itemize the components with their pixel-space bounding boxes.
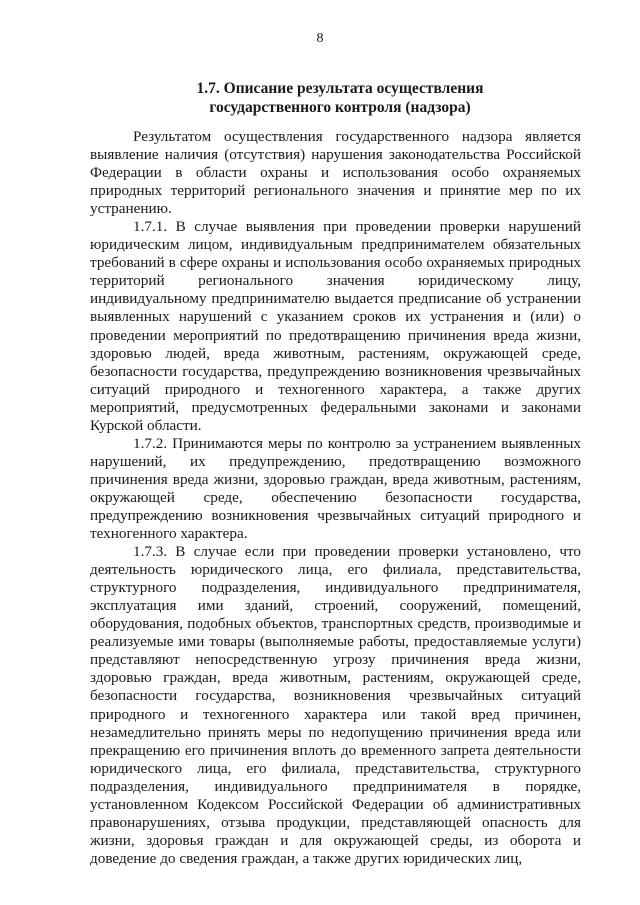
paragraph-1-7-1: 1.7.1. В случае выявления при проведении проверки нарушений юридическим лицом, индивидуальным предпринимателем обязательных требований в сфере охраны и использования особо охраняемых природных территорий регионального значения юридическому лицу, индивидуальному предпринимателю выдается предписание об устранении выявленных нарушений с указанием сроков их устранения и (или) о проведении мероприятий по предотвращению причинения вреда жизни, здоровью людей, вреда животным, растениям, окружающей среде, безопасности государства, предупреждению возникновения чрезвычайных ситуаций природного и техногенного характера, а также других мероприятий, предусмотренных федеральными законами и законами Курской области. [90,218,581,434]
paragraph-1-7-2: 1.7.2. Принимаются меры по контролю за устранением выявленных нарушений, их предупреждению, предотвращению возможного причинения вреда жизни, здоровью граждан, вреда животным, растениям, окружающей среде, обеспечению безопасности государства, предупреждению возникновения чрезвычайных ситуаций природного и техногенного характера. [90,434,581,543]
body-text [90,128,581,868]
section-heading-line-2: государственного контроля (надзора) [209,99,471,116]
paragraph-result: Результатом осуществления государственного надзора является выявление наличия (отсутствия) нарушения законодательства Российской Федерации в области охраны и использования особо охраняемых природных территорий регионального значения и принятие мер по их устранению. [90,128,581,218]
section-heading [90,79,590,117]
section-heading-line-1: 1.7. Описание результата осуществления [196,80,484,97]
paragraph-1-7-3: 1.7.3. В случае если при проведении проверки установлено, что деятельность юридического лица, его филиала, представительства, структурного подразделения, индивидуального предпринимателя, эксплуатация ими зданий, строений, сооружений, помещений, оборудования, подобных объектов, транспортных средств, производимые и реализуемые ими товары (выполняемые работы, предоставляемые услуги) представляют непосредственную угрозу причинения вреда жизни, здоровью граждан, вреда животным, растениям, окружающей среде, безопасности государства, возникновения чрезвычайных ситуаций природного и техногенного характера или такой вред причинен, незамедлительно принять меры по недопущению причинения вреда или прекращению его причинения вплоть до временного запрета деятельности юридического лица, его филиала, представительства, структурного подразделения, индивидуального предпринимателя в порядке, установленном Кодексом Российской Федерации об административных правонарушениях, отзыва продукции, представляющей опасность для жизни, здоровья граждан и для окружающей среды, из оборота и доведение до сведения граждан, а также других юридических лиц, [90,543,581,867]
page-number: 8 [316,31,324,46]
